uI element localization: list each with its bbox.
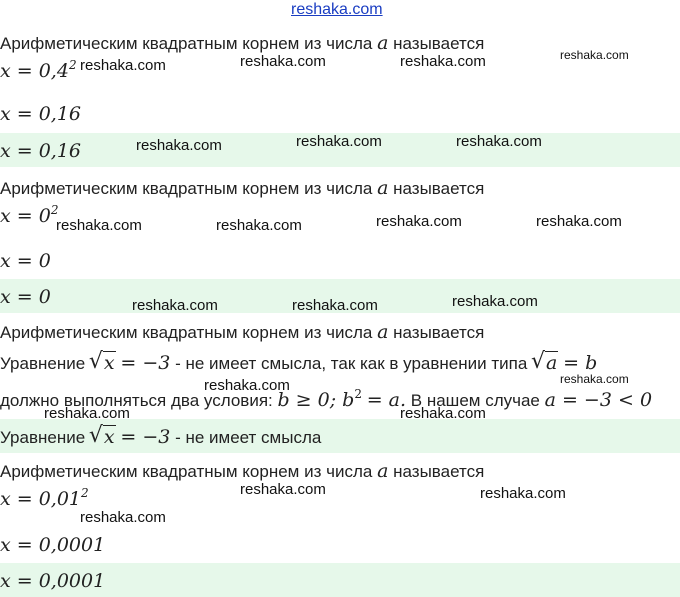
definition-line-4: Арифметическим квадратным корнем из числа a называется xyxy=(0,460,485,482)
explanation-line-1: Уравнение √ x = −3 - не имеет смысла, так как в уравнении типа √ a = b xyxy=(0,352,597,374)
watermark-text: reshaka.com xyxy=(80,57,166,74)
answer-4: x = 0,0001 xyxy=(0,570,106,592)
watermark-text: reshaka.com xyxy=(400,405,486,422)
watermark-text: reshaka.com xyxy=(376,213,462,230)
sqrt-x-expression: √ x xyxy=(90,352,116,374)
watermark-text: reshaka.com xyxy=(480,485,566,502)
watermark-text: reshaka.com xyxy=(292,297,378,314)
watermark-text: reshaka.com xyxy=(136,137,222,154)
watermark-text: reshaka.com xyxy=(204,377,290,394)
watermark-text: reshaka.com xyxy=(240,53,326,70)
definition-line-2: Арифметическим квадратным корнем из числа a называется xyxy=(0,177,485,199)
watermark-text: reshaka.com xyxy=(296,133,382,150)
watermark-text: reshaka.com xyxy=(240,481,326,498)
watermark-text: reshaka.com xyxy=(400,53,486,70)
watermark-text: reshaka.com xyxy=(536,213,622,230)
equation-2-line-2: x = 0 xyxy=(0,250,51,272)
equation-4-line-2: x = 0,0001 xyxy=(0,534,106,556)
watermark-text: reshaka.com xyxy=(452,293,538,310)
watermark-text: reshaka.com xyxy=(56,217,142,234)
watermark-text: reshaka.com xyxy=(216,217,302,234)
watermark-top-link[interactable]: reshaka.com xyxy=(291,1,383,18)
watermark-text: reshaka.com xyxy=(132,297,218,314)
explanation-line-2: должно выполняться два условия: b ≥ 0; $b^2 = a$. В нашем случае a = −3 < 0 xyxy=(0,387,653,411)
equation-4-line-1: $x = 0,01^2$ xyxy=(0,486,89,510)
watermark-text: reshaka.com xyxy=(456,133,542,150)
definition-line-1: Арифметическим квадратным корнем из числа a называется xyxy=(0,32,485,54)
sqrt-x-answer-expression: √ x xyxy=(90,426,116,448)
watermark-text: reshaka.com xyxy=(560,372,629,386)
watermark-text: reshaka.com xyxy=(80,509,166,526)
watermark-text: reshaka.com xyxy=(560,48,629,62)
sqrt-a-expression: √ a xyxy=(532,352,558,374)
equation-1-line-2: x = 0,16 xyxy=(0,103,82,125)
answer-3: Уравнение √ x = −3 - не имеет смысла xyxy=(0,426,321,448)
answer-1: x = 0,16 xyxy=(0,140,82,162)
watermark-text: reshaka.com xyxy=(44,405,130,422)
answer-2: x = 0 xyxy=(0,286,51,308)
definition-line-3: Арифметическим квадратным корнем из числа a называется xyxy=(0,321,485,343)
equation-1-line-1: $x = 0,4^2$ xyxy=(0,58,77,82)
equation-2-line-1: $x = 0^2$ xyxy=(0,203,59,227)
